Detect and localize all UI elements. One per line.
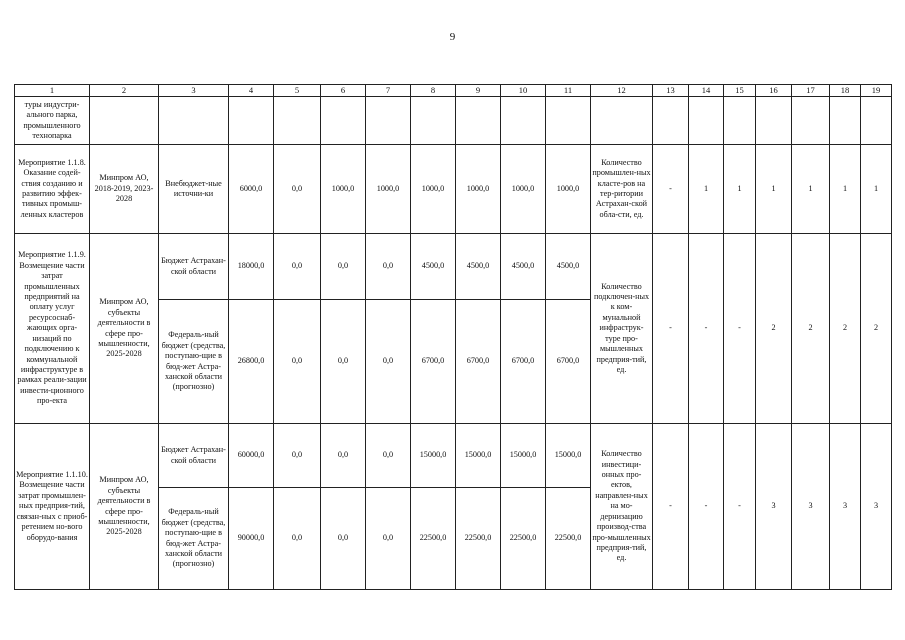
page-number: 9 [449, 31, 456, 43]
target-cell: 1 [689, 145, 724, 234]
indicator-cell: Количество подключен-ных к ком-мунальной инфраструк-туре про-мышленных предприя-тий, ед. [591, 234, 653, 424]
program-activities-table [14, 84, 892, 590]
value-cell: 15000,0 [411, 424, 456, 488]
value-cell: 1000,0 [321, 145, 366, 234]
value-cell: 4500,0 [411, 234, 456, 300]
value-cell: 0,0 [274, 488, 321, 590]
table-row [15, 234, 892, 300]
target-cell: 1 [724, 145, 756, 234]
value-cell: 6700,0 [456, 300, 501, 424]
value-cell: 6700,0 [411, 300, 456, 424]
value-cell: 0,0 [321, 234, 366, 300]
header-cell: 6 [321, 85, 366, 97]
target-cell: 3 [861, 424, 892, 590]
header-cell: 11 [546, 85, 591, 97]
target-cell: 1 [756, 145, 792, 234]
value-cell: 0,0 [366, 424, 411, 488]
target-cell: - [689, 424, 724, 590]
value-cell: 4500,0 [501, 234, 546, 300]
target-cell: - [653, 145, 689, 234]
target-cell: 2 [830, 234, 861, 424]
target-cell: - [724, 234, 756, 424]
header-cell: 8 [411, 85, 456, 97]
header-cell: 2 [90, 85, 159, 97]
header-cell: 3 [159, 85, 229, 97]
header-cell: 4 [229, 85, 274, 97]
header-cell: 16 [756, 85, 792, 97]
value-cell: 15000,0 [456, 424, 501, 488]
header-cell: 15 [724, 85, 756, 97]
header-cell: 5 [274, 85, 321, 97]
value-cell: 15000,0 [546, 424, 591, 488]
header-cell: 18 [830, 85, 861, 97]
value-cell: 0,0 [321, 488, 366, 590]
value-cell: 0,0 [366, 300, 411, 424]
value-cell: 0,0 [274, 234, 321, 300]
target-cell: 3 [830, 424, 861, 590]
value-cell: 18000,0 [229, 234, 274, 300]
value-cell: 0,0 [321, 424, 366, 488]
target-cell: 2 [861, 234, 892, 424]
table-header-row [15, 85, 892, 97]
header-cell: 1 [15, 85, 90, 97]
header-cell: 14 [689, 85, 724, 97]
header-cell: 17 [792, 85, 830, 97]
target-cell: 1 [792, 145, 830, 234]
value-cell: 26800,0 [229, 300, 274, 424]
value-cell: 0,0 [366, 488, 411, 590]
value-cell: 90000,0 [229, 488, 274, 590]
executor-cell: Минпром АО, 2018-2019, 2023-2028 [90, 145, 159, 234]
target-cell: 2 [792, 234, 830, 424]
indicator-cell: Количество инвестици-онных про-ектов, направлен-ных на мо-дернизацию производ-ства про-мышленных предприя-тий, ед. [591, 424, 653, 590]
value-cell: 22500,0 [546, 488, 591, 590]
value-cell: 6700,0 [501, 300, 546, 424]
target-cell: 1 [861, 145, 892, 234]
executor-cell: Минпром АО, субъекты деятельности в сфере про-мышленности, 2025-2028 [90, 424, 159, 590]
value-cell: 0,0 [321, 300, 366, 424]
target-cell: 3 [792, 424, 830, 590]
header-cell: 7 [366, 85, 411, 97]
value-cell: 0,0 [274, 424, 321, 488]
activity-name-cell: Мероприятие 1.1.9. Возмещение части затрат промышленных предприятий на оплату услуг ресурсоснаб-жающих орга-низаций по подключению к коммунальной инфраструктуре в рамках реали-зации инвести-ционного про-екта [15, 234, 90, 424]
header-cell: 12 [591, 85, 653, 97]
target-cell: 1 [830, 145, 861, 234]
activity-name-cell: Мероприятие 1.1.10. Возмещение части затрат промышлен-ных предприя-тий, связан-ных с приоб-ретением но-вого оборудо-вания [15, 424, 90, 590]
value-cell: 1000,0 [546, 145, 591, 234]
value-cell: 60000,0 [229, 424, 274, 488]
value-cell: 0,0 [274, 300, 321, 424]
indicator-cell: Количество промышлен-ных класте-ров на тер-ритории Астрахан-ской обла-сти, ед. [591, 145, 653, 234]
value-cell: 1000,0 [411, 145, 456, 234]
header-cell: 9 [456, 85, 501, 97]
value-cell: 15000,0 [501, 424, 546, 488]
value-cell: 1000,0 [456, 145, 501, 234]
table-row [15, 97, 892, 145]
value-cell: 1000,0 [501, 145, 546, 234]
funding-source-cell: Федераль-ный бюджет (средства, поступаю-щие в бюд-жет Астра-ханской области (прогнозно) [159, 488, 229, 590]
value-cell: 6700,0 [546, 300, 591, 424]
value-cell: 6000,0 [229, 145, 274, 234]
header-cell: 19 [861, 85, 892, 97]
target-cell: 3 [756, 424, 792, 590]
target-cell: - [653, 424, 689, 590]
target-cell: 2 [756, 234, 792, 424]
value-cell: 22500,0 [456, 488, 501, 590]
value-cell: 0,0 [274, 145, 321, 234]
activity-name-cell: Мероприятие 1.1.8. Оказание содей-ствия созданию и развитию эффек-тивных промыш-ленных кластеров [15, 145, 90, 234]
funding-source-cell: Внебюджет-ные источни-ки [159, 145, 229, 234]
target-cell: - [689, 234, 724, 424]
table-row [15, 424, 892, 488]
target-cell: - [724, 424, 756, 590]
executor-cell: Минпром АО, субъекты деятельности в сфере про-мышленности, 2025-2028 [90, 234, 159, 424]
value-cell: 4500,0 [546, 234, 591, 300]
target-cell: - [653, 234, 689, 424]
header-cell: 10 [501, 85, 546, 97]
table-row [15, 145, 892, 234]
value-cell: 22500,0 [501, 488, 546, 590]
value-cell: 0,0 [366, 234, 411, 300]
funding-source-cell: Федераль-ный бюджет (средства, поступаю-щие в бюд-жет Астра-ханской области (прогнозно) [159, 300, 229, 424]
activity-name-cell: туры индустри-ального парка, промышленного технопарка [15, 97, 90, 145]
header-cell: 13 [653, 85, 689, 97]
value-cell: 22500,0 [411, 488, 456, 590]
funding-source-cell: Бюджет Астрахан-ской области [159, 234, 229, 300]
funding-source-cell: Бюджет Астрахан-ской области [159, 424, 229, 488]
value-cell: 4500,0 [456, 234, 501, 300]
value-cell: 1000,0 [366, 145, 411, 234]
